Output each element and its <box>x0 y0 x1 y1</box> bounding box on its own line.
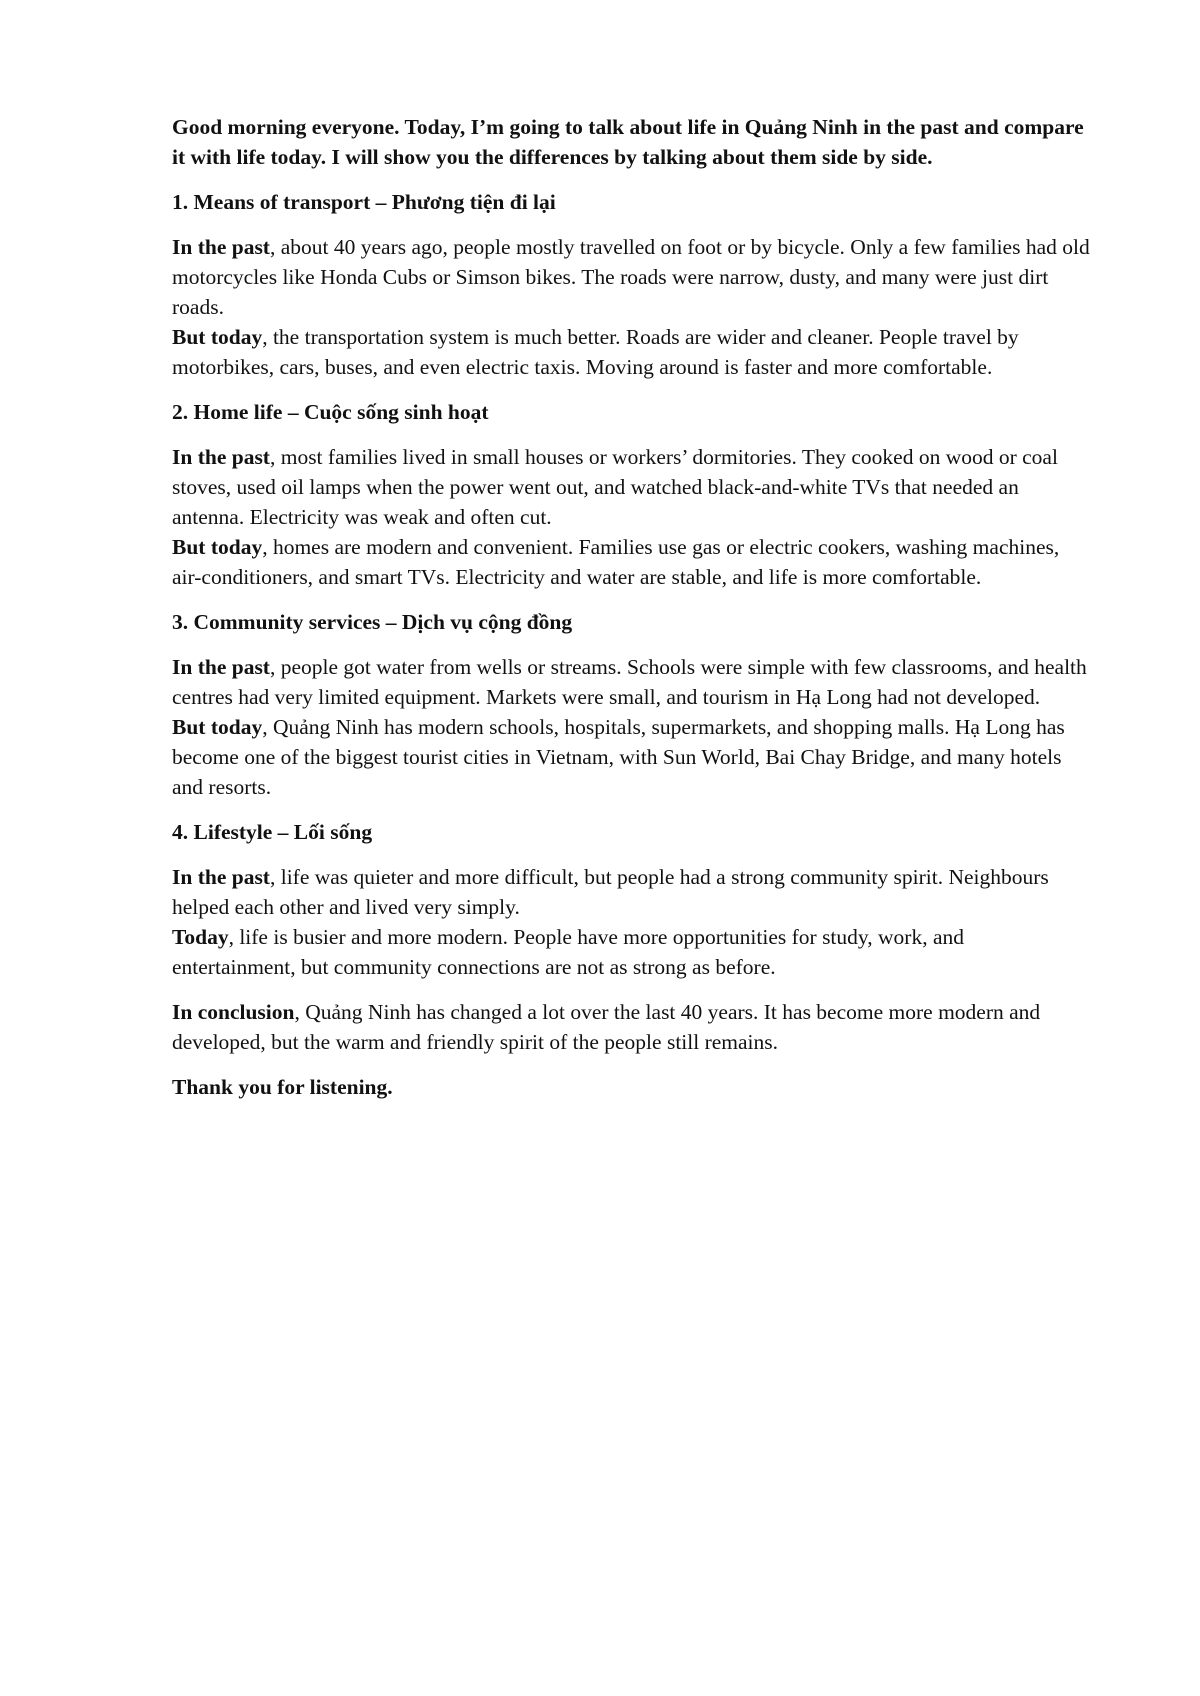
section-heading-home-life: 2. Home life – Cuộc sống sinh hoạt <box>172 400 489 424</box>
section-body-community-services <box>172 652 1090 802</box>
today-paragraph <box>172 712 1090 802</box>
conclusion-paragraph <box>172 997 1090 1057</box>
document-page <box>172 112 1090 1117</box>
today-lead: But today <box>172 715 263 739</box>
past-lead: In the past <box>172 445 270 469</box>
section-body-home-life <box>172 442 1090 592</box>
today-lead: But today <box>172 535 263 559</box>
today-paragraph <box>172 532 1090 592</box>
past-lead: In the past <box>172 865 270 889</box>
section-heading-lifestyle: 4. Lifestyle – Lối sống <box>172 820 373 844</box>
past-paragraph <box>172 232 1090 322</box>
closing-line: Thank you for listening. <box>172 1075 393 1099</box>
today-paragraph <box>172 922 1090 982</box>
today-text: , homes are modern and convenient. Families use gas or electric cookers, washing machines, air-conditioners, and smart TVs. Electricity and water are stable, and life is more comfortable. <box>172 535 1060 589</box>
today-paragraph <box>172 322 1090 382</box>
past-paragraph <box>172 862 1090 922</box>
section-body-transport <box>172 232 1090 382</box>
past-paragraph <box>172 442 1090 532</box>
conclusion-lead: In conclusion <box>172 1000 295 1024</box>
past-lead: In the past <box>172 655 270 679</box>
today-text: , the transportation system is much better. Roads are wider and cleaner. People travel by motorbikes, cars, buses, and even electric taxis. Moving around is faster and more comfortable. <box>172 325 1019 379</box>
today-text: , Quảng Ninh has modern schools, hospitals, supermarkets, and shopping malls. Hạ Long has become one of the biggest tourist cities in Vietnam, with Sun World, Bai Chay Bridge, and many hotels and resorts. <box>172 715 1065 799</box>
today-lead: Today <box>172 925 229 949</box>
past-lead: In the past <box>172 235 270 259</box>
past-text: , about 40 years ago, people mostly travelled on foot or by bicycle. Only a few families had old motorcycles like Honda Cubs or Simson bikes. The roads were narrow, dusty, and many were just dirt roads. <box>172 235 1090 319</box>
today-text: , life is busier and more modern. People have more opportunities for study, work, and entertainment, but community connections are not as strong as before. <box>172 925 964 979</box>
past-paragraph <box>172 652 1090 712</box>
section-body-lifestyle <box>172 862 1090 982</box>
past-text: , life was quieter and more difficult, but people had a strong community spirit. Neighbours helped each other and lived very simply. <box>172 865 1049 919</box>
intro-paragraph: Good morning everyone. Today, I’m going to talk about life in Quảng Ninh in the past and compare it with life today. I will show you the differences by talking about them side by side. <box>172 115 1084 169</box>
section-heading-community-services: 3. Community services – Dịch vụ cộng đồng <box>172 610 573 634</box>
past-text: , most families lived in small houses or workers’ dormitories. They cooked on wood or coal stoves, used oil lamps when the power went out, and watched black-and-white TVs that needed an antenna. Electricity was weak and often cut. <box>172 445 1058 529</box>
today-lead: But today <box>172 325 263 349</box>
section-heading-transport: 1. Means of transport – Phương tiện đi lại <box>172 190 556 214</box>
past-text: , people got water from wells or streams. Schools were simple with few classrooms, and health centres had very limited equipment. Markets were small, and tourism in Hạ Long had not developed. <box>172 655 1087 709</box>
conclusion-text: , Quảng Ninh has changed a lot over the last 40 years. It has become more modern and developed, but the warm and friendly spirit of the people still remains. <box>172 1000 1041 1054</box>
